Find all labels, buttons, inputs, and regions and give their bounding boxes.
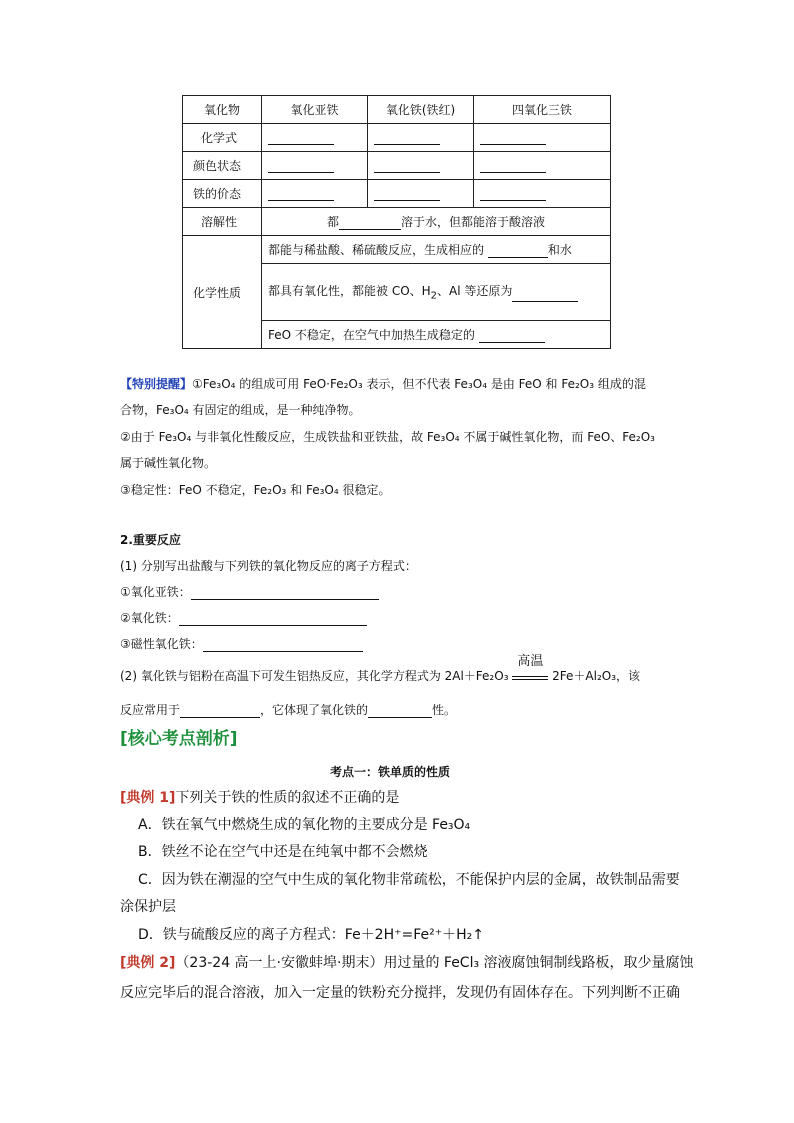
answer-blank bbox=[480, 188, 546, 201]
answer-blank bbox=[339, 217, 401, 230]
table-header-cell: 四氧化三铁 bbox=[474, 96, 611, 124]
answer-blank bbox=[480, 132, 546, 145]
option-d: D．铁与硫酸反应的离子方程式：Fe＋2H⁺=Fe²⁺＋H₂↑ bbox=[138, 927, 485, 943]
question-item bbox=[120, 584, 379, 600]
row-label: 铁的价态 bbox=[183, 180, 262, 208]
answer-blank bbox=[268, 188, 334, 201]
option-a: A．铁在氧气中燃烧生成的氧化物的主要成分是 Fe₃O₄ bbox=[138, 817, 471, 833]
note-line: 属于碱性氧化物。 bbox=[120, 456, 217, 470]
equation-left: (2) 氧化铁与铝粉在高温下可发生铝热反应，其化学方程式为 2Al＋Fe₂O₃ bbox=[120, 669, 509, 683]
solubility-cell bbox=[262, 208, 611, 236]
chem-row3-text: FeO 不稳定，在空气中加热生成稳定的 bbox=[268, 328, 475, 342]
option-b: B．铁丝不论在空气中还是在纯氧中都不会燃烧 bbox=[138, 844, 428, 860]
note-line: ②由于 Fe₃O₄ 与非氧化性酸反应，生成铁盐和亚铁盐，故 Fe₃O₄ 不属于碱性氧化物，而 FeO、Fe₂O₃ bbox=[120, 430, 655, 444]
example-text-cont: 反应完毕后的混合溶液，加入一定量的铁粉充分搅拌，发现仍有固体存在。下列判断不正确 bbox=[120, 985, 680, 1001]
answer-blank-cell bbox=[262, 180, 368, 208]
example-text: 下列关于铁的性质的叙述不正确的是 bbox=[175, 790, 400, 806]
solubility-text-pre: 都 bbox=[326, 215, 339, 229]
answer-blank bbox=[203, 639, 363, 652]
answer-blank-cell bbox=[474, 124, 611, 152]
double-line bbox=[512, 676, 548, 680]
table-header-cell: 氧化物 bbox=[183, 96, 262, 124]
question-line bbox=[120, 702, 456, 718]
table-header-row bbox=[183, 96, 611, 124]
chem-property-cell bbox=[262, 236, 611, 264]
text: 性。 bbox=[432, 703, 457, 717]
solubility-text-post: 溶于水，但都能溶于酸溶液 bbox=[401, 215, 546, 229]
answer-blank bbox=[268, 132, 334, 145]
answer-blank-cell bbox=[368, 180, 474, 208]
item-label: ②氧化铁： bbox=[120, 611, 179, 625]
example-stem bbox=[120, 788, 399, 808]
chem-row1-tail: 和水 bbox=[547, 243, 572, 257]
example-text: （23-24 高一上·安徽蚌埠·期末）用过量的 FeCl₃ 溶液腐蚀铜制线路板，取少量腐蚀 bbox=[175, 955, 694, 971]
answer-blank bbox=[368, 705, 432, 718]
note-line: ③稳定性：FeO 不稳定，Fe₂O₃ 和 Fe₃O₄ 很稳定。 bbox=[120, 483, 391, 497]
table-header-cell: 氧化亚铁 bbox=[262, 96, 368, 124]
note-tag: 【特别提醒】 bbox=[120, 377, 193, 391]
item-label: ③磁性氧化铁： bbox=[120, 637, 203, 651]
question-item bbox=[120, 636, 363, 652]
answer-blank bbox=[374, 132, 440, 145]
iron-oxides-table bbox=[182, 95, 611, 349]
example-tag: [典例 2] bbox=[120, 955, 176, 971]
option-c-cont: 涂保护层 bbox=[120, 899, 176, 915]
row-label: 化学式 bbox=[183, 124, 262, 152]
table-row bbox=[183, 208, 611, 236]
answer-blank-cell bbox=[262, 152, 368, 180]
note-line bbox=[120, 376, 646, 392]
note-text: ①Fe₃O₄ 的组成可用 FeO·Fe₂O₃ 表示，但不代表 Fe₃O₄ 是由 FeO 和 Fe₂O₃ 组成的混 bbox=[192, 377, 646, 391]
equals-sign-with-condition bbox=[512, 654, 548, 680]
answer-blank-cell bbox=[368, 124, 474, 152]
row-label: 颜色状态 bbox=[183, 152, 262, 180]
answer-blank-cell bbox=[368, 152, 474, 180]
item-label: ①氧化亚铁： bbox=[120, 585, 191, 599]
answer-blank bbox=[480, 160, 546, 173]
answer-blank bbox=[179, 613, 367, 626]
subscript: 2 bbox=[430, 290, 438, 302]
table-row bbox=[183, 236, 611, 264]
topic-title: 考点一：铁单质的性质 bbox=[330, 765, 451, 779]
chem-row2-tail: 、Al 等还原为 bbox=[437, 284, 513, 299]
chem-property-cell bbox=[262, 321, 611, 349]
table-row bbox=[183, 180, 611, 208]
chem-row2-text: 都具有氧化性，都能被 CO、H bbox=[268, 284, 431, 299]
table-row bbox=[183, 124, 611, 152]
question-item bbox=[120, 610, 367, 626]
answer-blank bbox=[374, 160, 440, 173]
answer-blank bbox=[374, 188, 440, 201]
row-label: 溶解性 bbox=[183, 208, 262, 236]
option-c: C．因为铁在潮湿的空气中生成的氧化物非常疏松，不能保护内层的金属，故铁制品需要 bbox=[138, 872, 680, 888]
answer-blank-cell bbox=[474, 180, 611, 208]
answer-blank bbox=[512, 289, 578, 302]
section-heading: 2.重要反应 bbox=[120, 533, 181, 547]
text: ，它体现了氧化铁的 bbox=[260, 703, 369, 717]
chem-property-cell bbox=[262, 264, 611, 321]
note-line: 合物，Fe₃O₄ 有固定的组成，是一种纯净物。 bbox=[120, 403, 361, 417]
text: 反应常用于 bbox=[120, 703, 181, 717]
question-line bbox=[120, 654, 641, 684]
table-row bbox=[183, 152, 611, 180]
equation-right: 2Fe＋Al₂O₃，该 bbox=[552, 669, 641, 683]
answer-blank bbox=[191, 587, 379, 600]
section-title: [核心考点剖析] bbox=[120, 729, 238, 749]
answer-blank-cell bbox=[262, 124, 368, 152]
reaction-condition: 高温 bbox=[517, 654, 544, 669]
question-line: (1) 分别写出盐酸与下列铁的氧化物反应的离子方程式： bbox=[120, 559, 417, 573]
example-stem bbox=[120, 953, 694, 973]
answer-blank-cell bbox=[474, 152, 611, 180]
answer-blank bbox=[488, 245, 548, 258]
example-tag: [典例 1] bbox=[120, 790, 176, 806]
row-label: 化学性质 bbox=[183, 236, 262, 349]
chem-row1-text: 都能与稀盐酸、稀硫酸反应，生成相应的 bbox=[268, 243, 485, 257]
answer-blank bbox=[268, 160, 334, 173]
table-header-cell: 氧化铁(铁红) bbox=[368, 96, 474, 124]
answer-blank bbox=[479, 330, 545, 343]
answer-blank bbox=[180, 705, 260, 718]
